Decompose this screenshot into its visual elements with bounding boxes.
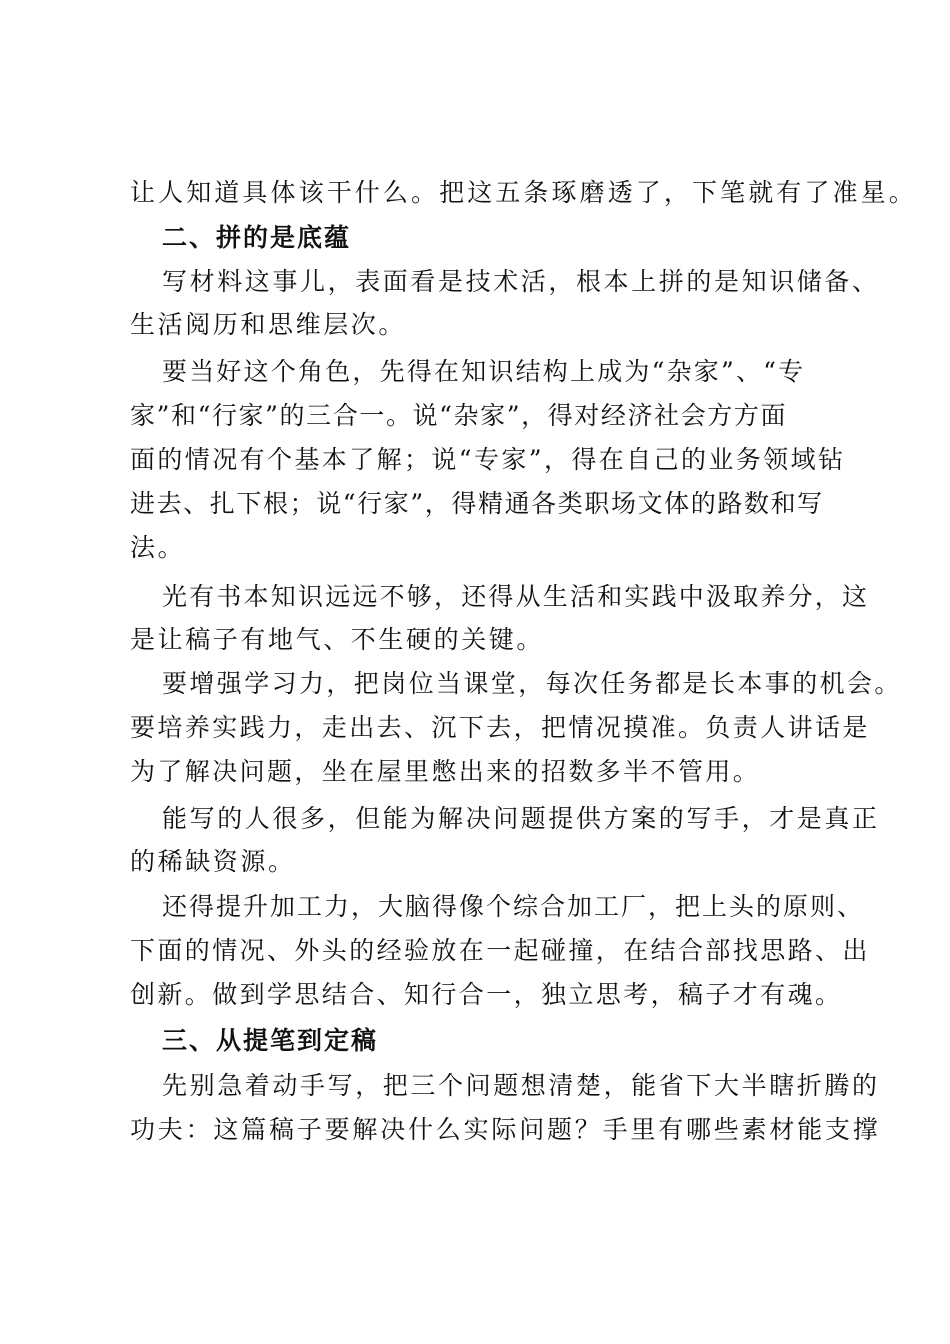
body-text-line: 的稀缺资源。 — [130, 847, 296, 876]
body-text-line: 写材料这事儿，表面看是技术活，根本上拼的是知识储备、 — [162, 267, 880, 296]
body-text-line: 要当好这个角色，先得在知识结构上成为“杂家”、“专 — [162, 357, 806, 386]
body-text-line: 是让稿子有地气、不生硬的关键。 — [130, 625, 545, 654]
body-text-line: 进去、扎下根；说“行家”，得精通各类职场文体的路数和写 — [130, 489, 824, 518]
body-text-line: 先别急着动手写，把三个问题想清楚，能省下大半瞎折腾的 — [162, 1071, 880, 1100]
body-text-line: 生活阅历和思维层次。 — [130, 310, 407, 339]
section-heading-2: 二、拼的是底蕴 — [162, 223, 352, 252]
body-text-line: 创新。做到学思结合、知行合一，独立思考，稿子才有魂。 — [130, 980, 843, 1009]
body-text-line: 要培养实践力，走出去、沉下去，把情况摸准。负责人讲话是 — [130, 713, 870, 742]
body-text-line: 功夫：这篇稿子要解决什么实际问题？手里有哪些素材能支撑 — [130, 1115, 881, 1144]
body-text-line: 家”和“行家”的三合一。说“杂家”，得对经济社会方方面 — [130, 401, 788, 430]
body-text-line: 能写的人很多，但能为解决问题提供方案的写手，才是真正 — [162, 804, 880, 833]
section-heading-3: 三、从提笔到定稿 — [162, 1026, 379, 1055]
body-text-line: 下面的情况、外头的经验放在一起碰撞，在结合部找思路、出 — [130, 936, 870, 965]
body-text-line: 法。 — [130, 533, 186, 562]
body-text-line: 为了解决问题，坐在屋里憋出来的招数多半不管用。 — [130, 757, 761, 786]
body-text-line: 还得提升加工力，大脑得像个综合加工厂，把上头的原则、 — [162, 892, 865, 921]
body-text-line: 让人知道具体该干什么。把这五条琢磨透了，下笔就有了准星。 — [130, 178, 917, 207]
body-text-line: 光有书本知识远远不够，还得从生活和实践中汲取养分，这 — [162, 582, 870, 611]
body-text-line: 要增强学习力，把岗位当课堂，每次任务都是长本事的机会。 — [162, 669, 902, 698]
body-text-line: 面的情况有个基本了解；说“专家”，得在自己的业务领域钻 — [130, 445, 846, 474]
